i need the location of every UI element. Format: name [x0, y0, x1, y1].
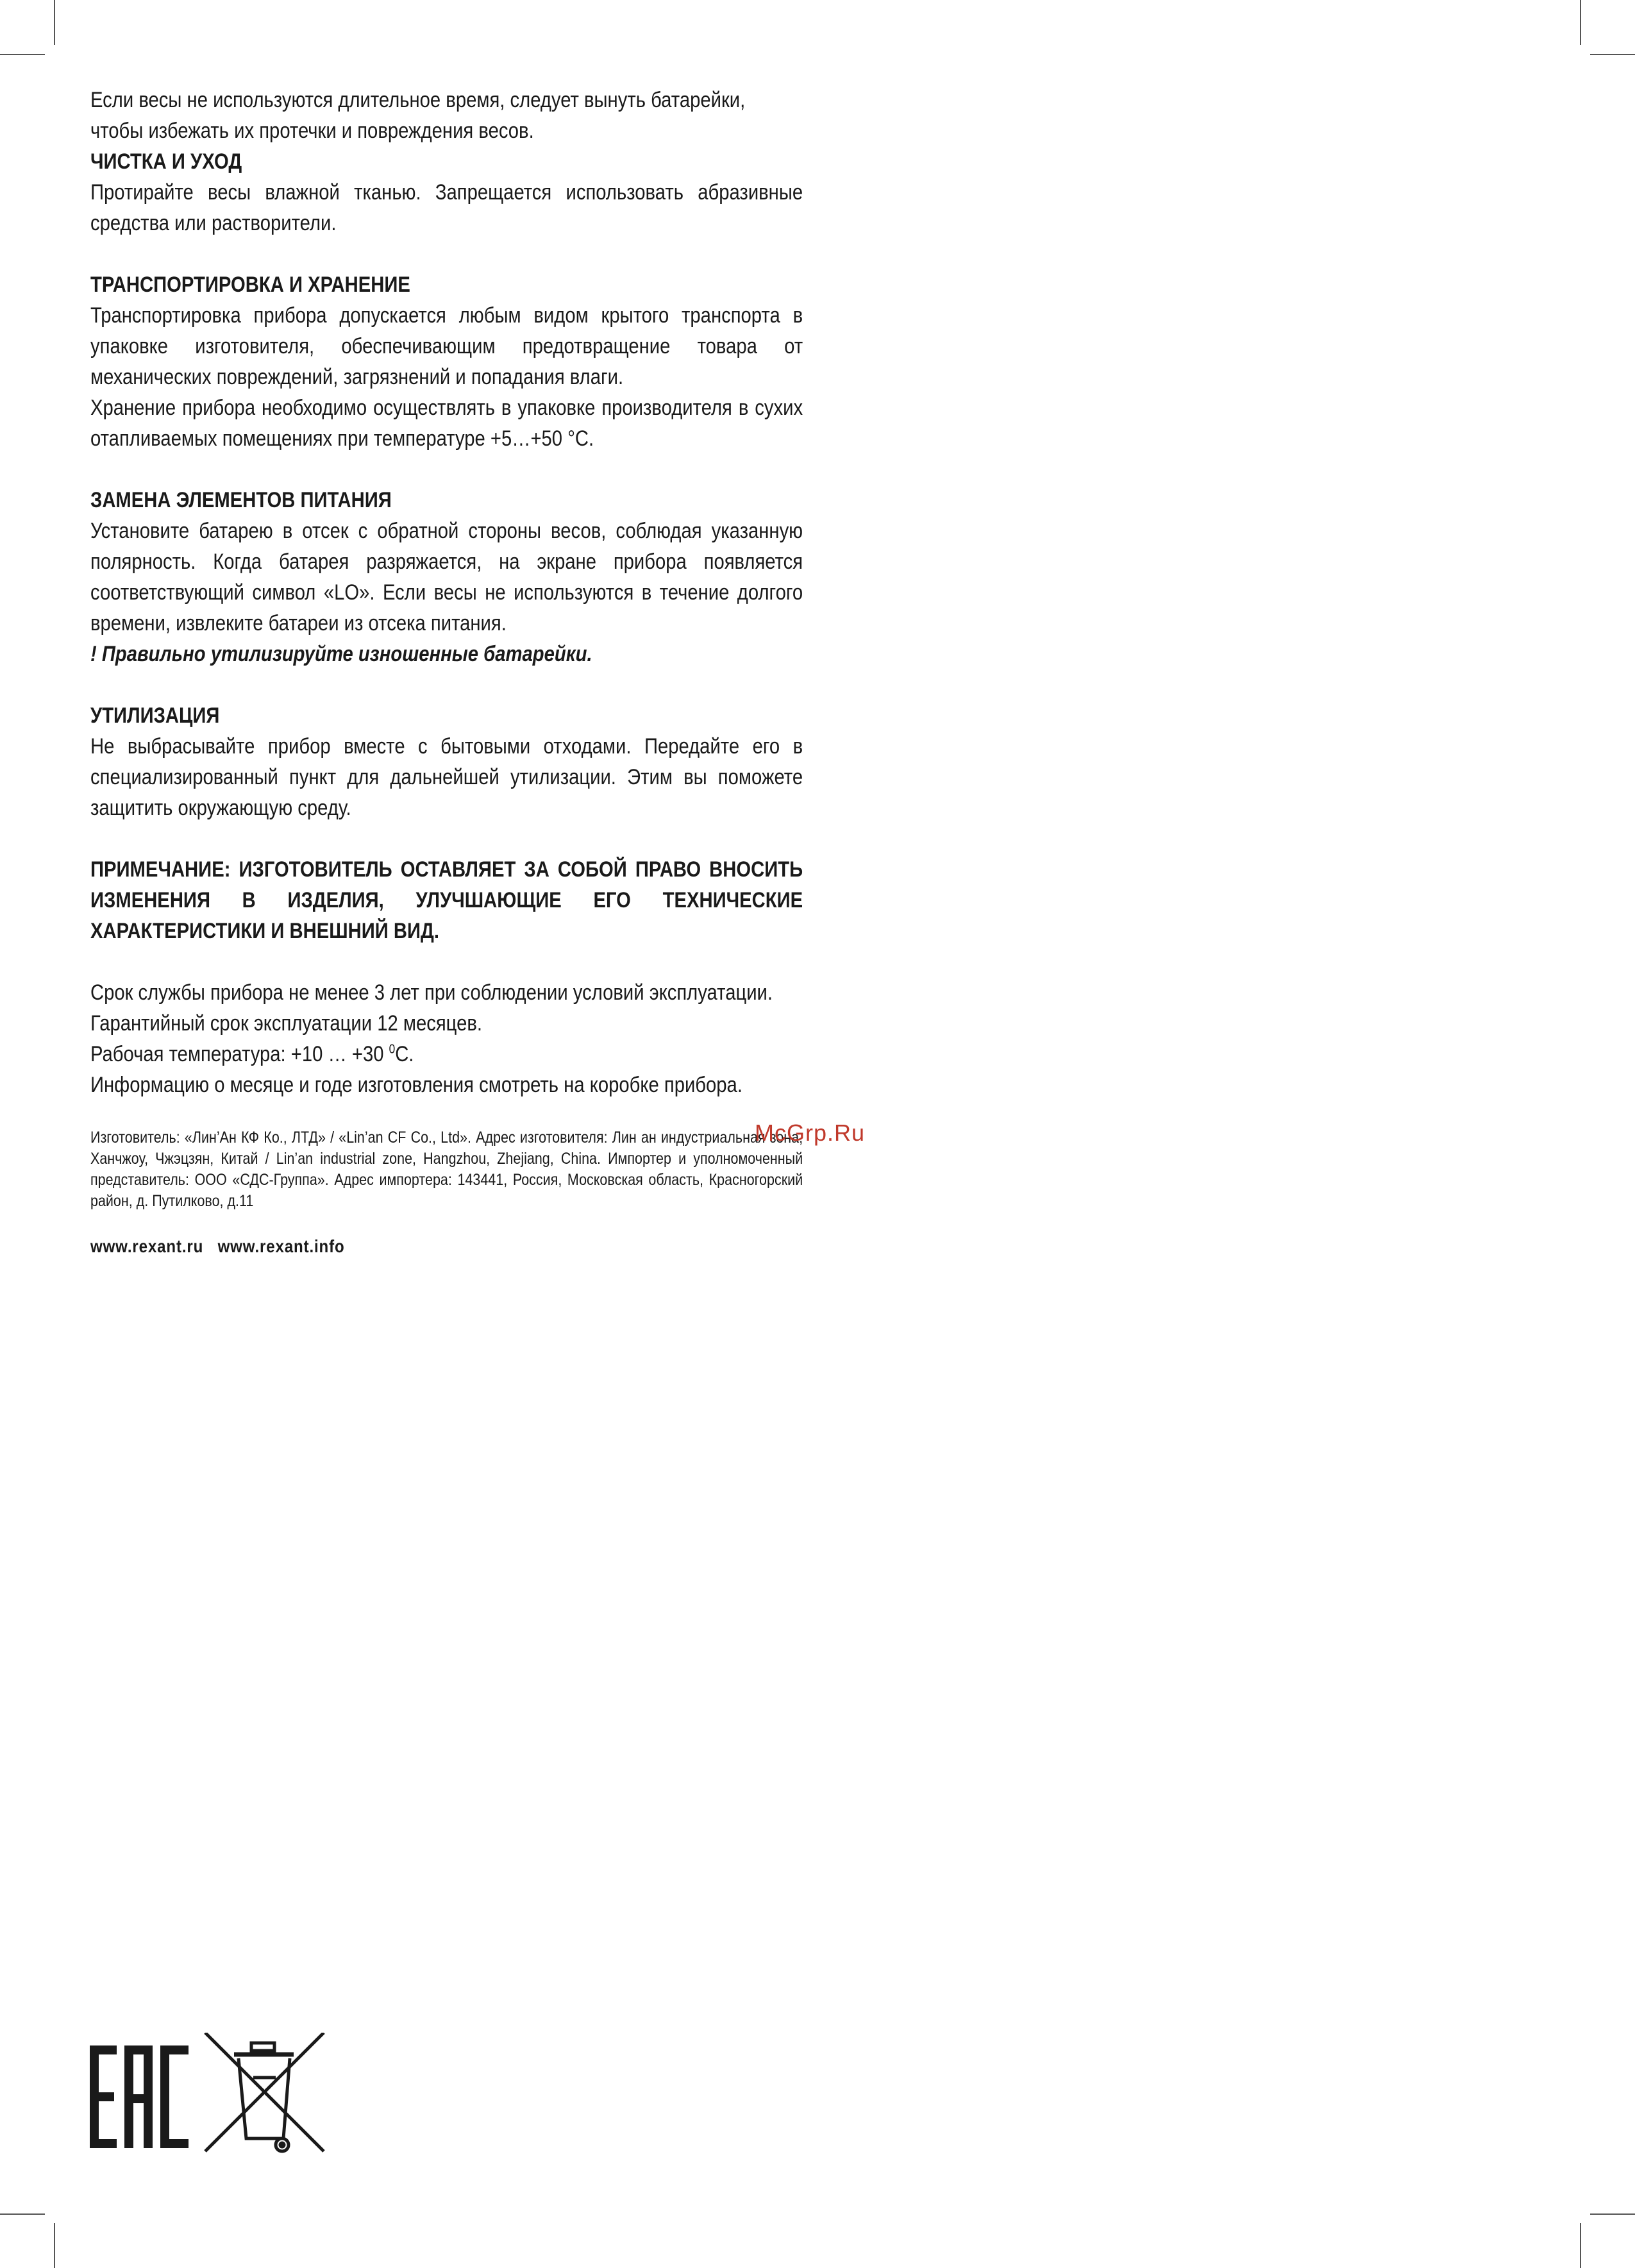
crop-mark: [1590, 54, 1635, 55]
battery-text: Установите батарею в отсек с обратной стороны весов, соблюдая указанную полярность. Когда батарея разряжается, на экране прибора появляется соответствующий символ «LO». Если весы не используются в течение долгого времени, извлеките батареи из отсека питания.: [90, 519, 803, 635]
crossed-out-wheelie-bin-icon: [205, 2033, 324, 2151]
website-link[interactable]: www.rexant.info: [217, 1236, 345, 1256]
watermark: McGrp.Ru: [755, 1120, 866, 1146]
crop-mark: [0, 2213, 45, 2215]
cleaning-text: Протирайте весы влажной тканью. Запрещается использовать абразивные средства или растворители.: [90, 180, 803, 235]
cleaning-heading: ЧИСТКА И УХОД: [90, 149, 242, 174]
website-links: [90, 1234, 803, 1259]
intro-line: Если весы не используются длительное время, следует вынуть батарейки,: [90, 88, 746, 112]
crop-mark: [1590, 2213, 1635, 2215]
website-link[interactable]: www.rexant.ru: [90, 1236, 204, 1256]
logos-svg: [90, 2033, 333, 2161]
manufacturer-info: Изготовитель: «Лин’Ан КФ Ко., ЛТД» / «Lin’an CF Co., Ltd». Адрес изготовителя: Лин ан индустриальная зона, Ханчжоу, Чжэцзян, Китай / Lin’an industrial zone, Hangzhou, Zhejiang, China. Импортер и уполномоченный представитель: ООО «СДС-Группа». Адрес импортера: 143441, Россия, Московская область, Красногорский район, д. Путилково, д.11: [90, 1129, 803, 1210]
manufacturer-notice: ПРИМЕЧАНИЕ: ИЗГОТОВИТЕЛЬ ОСТАВЛЯЕТ ЗА СОБОЙ ПРАВО ВНОСИТЬ ИЗМЕНЕНИЯ В ИЗДЕЛИЯ, УЛУЧШАЮЩИЕ ЕГО ТЕХНИЧЕСКИЕ ХАРАКТЕРИСТИКИ И ВНЕШНИЙ ВИД.: [90, 857, 803, 943]
operating-temperature: Рабочая температура: +10 … +30 $^0$С.: [90, 1042, 414, 1066]
crop-mark: [0, 54, 45, 55]
certification-logos: [90, 2033, 333, 2164]
crop-mark: [54, 2223, 55, 2268]
intro-line: чтобы избежать их протечки и повреждения весов.: [90, 119, 534, 143]
crop-mark: [54, 0, 55, 45]
battery-warning: ! Правильно утилизируйте изношенные батарейки.: [90, 642, 592, 666]
transport-heading: ТРАНСПОРТИРОВКА И ХРАНЕНИЕ: [90, 273, 410, 297]
service-life: Срок службы прибора не менее 3 лет при соблюдении условий эксплуатации.: [90, 980, 773, 1005]
crop-mark: [1580, 2223, 1581, 2268]
transport-text: Транспортировка прибора допускается любым видом крытого транспорта в упаковке изготовителя, обеспечивающим предотвращение товара от механических повреждений, загрязнений и попадания влаги.: [90, 303, 803, 389]
warranty-period: Гарантийный срок эксплуатации 12 месяцев.: [90, 1011, 483, 1036]
eac-mark-icon: [90, 2045, 189, 2148]
production-date-info: Информацию о месяце и годе изготовления смотреть на коробке прибора.: [90, 1073, 742, 1097]
crop-mark: [1580, 0, 1581, 45]
battery-heading: ЗАМЕНА ЭЛЕМЕНТОВ ПИТАНИЯ: [90, 488, 392, 512]
storage-text: Хранение прибора необходимо осуществлять в упаковке производителя в сухих отапливаемых помещениях при температуре +5…+50 °С.: [90, 396, 803, 451]
disposal-text: Не выбрасывайте прибор вместе с бытовыми отходами. Передайте его в специализированный пункт для дальнейшей утилизации. Этим вы поможете защитить окружающую среду.: [90, 734, 803, 820]
text-column: [90, 85, 803, 1259]
disposal-heading: УТИЛИЗАЦИЯ: [90, 703, 220, 728]
